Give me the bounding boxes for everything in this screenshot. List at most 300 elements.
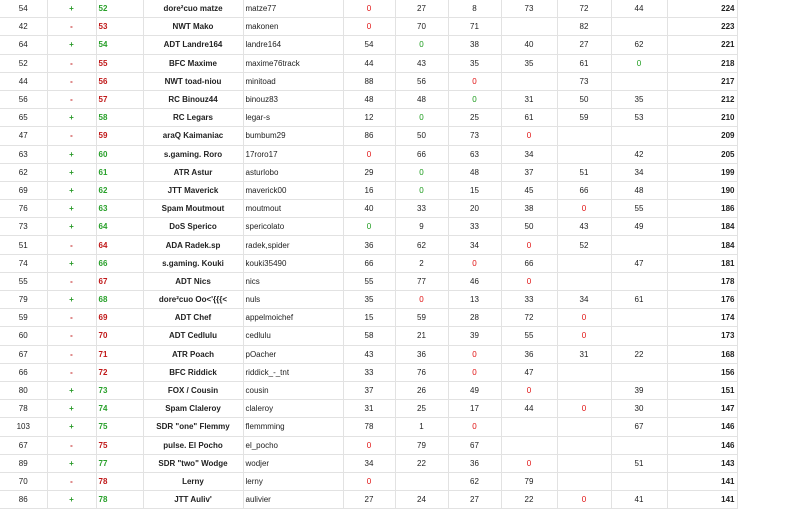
score-cell: 50	[501, 218, 557, 236]
score-cell: 34	[501, 145, 557, 163]
score-cell	[611, 272, 667, 290]
score-cell	[557, 472, 611, 490]
previous-rank-cell: 63	[0, 145, 47, 163]
score-cell: 40	[501, 36, 557, 54]
score-cell: 1	[395, 418, 448, 436]
previous-rank-cell: 44	[0, 72, 47, 90]
previous-rank-cell: 73	[0, 218, 47, 236]
total-points-cell: 212	[667, 90, 737, 108]
table-row	[0, 418, 799, 436]
table-row	[0, 381, 799, 399]
score-cell: 0	[557, 491, 611, 509]
total-points-cell: 141	[667, 491, 737, 509]
trend-indicator: +	[47, 145, 96, 163]
rank-cell: 64	[96, 236, 143, 254]
score-cell: 67	[611, 418, 667, 436]
score-cell: 43	[343, 345, 395, 363]
score-cell	[501, 72, 557, 90]
score-cell	[611, 436, 667, 454]
score-cell: 72	[557, 0, 611, 18]
score-cell	[557, 363, 611, 381]
rank-cell: 52	[96, 0, 143, 18]
score-cell: 31	[501, 90, 557, 108]
team-name-cell: JTT Maverick	[143, 181, 243, 199]
score-cell: 33	[343, 363, 395, 381]
player-name-cell: bumbum29	[243, 127, 343, 145]
rank-cell: 58	[96, 109, 143, 127]
table-row	[0, 436, 799, 454]
score-cell: 36	[448, 454, 501, 472]
total-points-cell: 223	[667, 18, 737, 36]
score-cell: 27	[395, 0, 448, 18]
score-cell: 40	[343, 200, 395, 218]
previous-rank-cell: 56	[0, 90, 47, 108]
score-cell: 0	[557, 309, 611, 327]
table-row	[0, 254, 799, 272]
rank-cell: 59	[96, 127, 143, 145]
trend-indicator: -	[47, 327, 96, 345]
score-cell: 66	[343, 254, 395, 272]
score-cell: 41	[611, 491, 667, 509]
score-cell: 33	[448, 218, 501, 236]
rank-cell: 69	[96, 309, 143, 327]
previous-rank-cell: 47	[0, 127, 47, 145]
player-name-cell: cousin	[243, 381, 343, 399]
score-cell: 0	[343, 18, 395, 36]
score-cell: 59	[395, 309, 448, 327]
total-points-cell: 209	[667, 127, 737, 145]
rank-cell: 78	[96, 491, 143, 509]
score-cell: 71	[448, 18, 501, 36]
score-cell: 48	[448, 163, 501, 181]
score-cell: 25	[395, 400, 448, 418]
score-cell: 72	[501, 309, 557, 327]
score-cell: 0	[448, 90, 501, 108]
score-cell: 2	[395, 254, 448, 272]
team-name-cell: pulse. El Pocho	[143, 436, 243, 454]
trend-indicator: -	[47, 436, 96, 454]
trend-indicator: -	[47, 54, 96, 72]
player-name-cell: claleroy	[243, 400, 343, 418]
total-points-cell: 181	[667, 254, 737, 272]
player-name-cell: nuls	[243, 291, 343, 309]
score-cell: 27	[557, 36, 611, 54]
score-cell: 0	[343, 0, 395, 18]
player-name-cell: el_pocho	[243, 436, 343, 454]
rank-cell: 61	[96, 163, 143, 181]
previous-rank-cell: 67	[0, 436, 47, 454]
score-cell: 39	[611, 381, 667, 399]
score-cell: 46	[448, 272, 501, 290]
score-cell: 26	[395, 381, 448, 399]
score-cell: 73	[557, 72, 611, 90]
previous-rank-cell: 89	[0, 454, 47, 472]
previous-rank-cell: 76	[0, 200, 47, 218]
score-cell: 0	[611, 54, 667, 72]
total-points-cell: 143	[667, 454, 737, 472]
table-row	[0, 181, 799, 199]
score-cell: 76	[395, 363, 448, 381]
total-points-cell: 146	[667, 418, 737, 436]
score-cell: 38	[448, 36, 501, 54]
rank-cell: 66	[96, 254, 143, 272]
rank-cell: 55	[96, 54, 143, 72]
score-cell: 37	[501, 163, 557, 181]
trend-indicator: +	[47, 418, 96, 436]
score-cell: 51	[557, 163, 611, 181]
player-name-cell: legar-s	[243, 109, 343, 127]
table-row	[0, 145, 799, 163]
rank-cell: 68	[96, 291, 143, 309]
player-name-cell: riddick_-_tnt	[243, 363, 343, 381]
team-name-cell: s.gaming. Kouki	[143, 254, 243, 272]
score-cell: 61	[501, 109, 557, 127]
score-cell: 0	[395, 36, 448, 54]
player-name-cell: landre164	[243, 36, 343, 54]
score-cell: 31	[343, 400, 395, 418]
score-cell: 20	[448, 200, 501, 218]
score-cell: 67	[448, 436, 501, 454]
team-name-cell: ADA Radek.sp	[143, 236, 243, 254]
score-cell: 44	[343, 54, 395, 72]
table-row	[0, 345, 799, 363]
score-cell: 0	[395, 291, 448, 309]
score-cell: 0	[557, 200, 611, 218]
rank-cell: 57	[96, 90, 143, 108]
total-points-cell: 186	[667, 200, 737, 218]
previous-rank-cell: 86	[0, 491, 47, 509]
table-row	[0, 127, 799, 145]
score-cell: 8	[448, 0, 501, 18]
trend-indicator: -	[47, 72, 96, 90]
score-cell: 0	[448, 72, 501, 90]
score-cell: 44	[501, 400, 557, 418]
team-name-cell: BFC Maxime	[143, 54, 243, 72]
score-cell: 36	[343, 236, 395, 254]
table-row	[0, 36, 799, 54]
score-cell: 0	[448, 363, 501, 381]
score-cell: 0	[448, 254, 501, 272]
score-cell	[501, 18, 557, 36]
player-name-cell: aulivier	[243, 491, 343, 509]
score-cell: 43	[557, 218, 611, 236]
player-name-cell: makonen	[243, 18, 343, 36]
rank-cell: 56	[96, 72, 143, 90]
score-cell	[611, 363, 667, 381]
table-row	[0, 0, 799, 18]
trend-indicator: +	[47, 0, 96, 18]
score-cell: 50	[395, 127, 448, 145]
team-name-cell: ADT Chef	[143, 309, 243, 327]
score-cell: 43	[395, 54, 448, 72]
score-cell: 62	[611, 36, 667, 54]
team-name-cell: ADT Nics	[143, 272, 243, 290]
score-cell: 31	[557, 345, 611, 363]
score-cell: 70	[395, 18, 448, 36]
trend-indicator: -	[47, 236, 96, 254]
table-row	[0, 291, 799, 309]
previous-rank-cell: 70	[0, 472, 47, 490]
player-name-cell: radek,spider	[243, 236, 343, 254]
rank-cell: 74	[96, 400, 143, 418]
trend-indicator: -	[47, 309, 96, 327]
previous-rank-cell: 103	[0, 418, 47, 436]
trend-indicator: +	[47, 218, 96, 236]
total-points-cell: 190	[667, 181, 737, 199]
score-cell: 44	[611, 0, 667, 18]
score-cell: 29	[343, 163, 395, 181]
score-cell: 15	[343, 309, 395, 327]
total-points-cell: 151	[667, 381, 737, 399]
total-points-cell: 174	[667, 309, 737, 327]
previous-rank-cell: 67	[0, 345, 47, 363]
total-points-cell: 156	[667, 363, 737, 381]
total-points-cell: 224	[667, 0, 737, 18]
previous-rank-cell: 52	[0, 54, 47, 72]
score-cell: 27	[448, 491, 501, 509]
previous-rank-cell: 78	[0, 400, 47, 418]
trend-indicator: -	[47, 345, 96, 363]
table-row	[0, 327, 799, 345]
rank-cell: 78	[96, 472, 143, 490]
score-cell	[611, 327, 667, 345]
score-cell	[557, 145, 611, 163]
score-cell: 15	[448, 181, 501, 199]
score-cell: 52	[557, 236, 611, 254]
team-name-cell: RC Legars	[143, 109, 243, 127]
score-cell: 62	[448, 472, 501, 490]
score-cell: 66	[395, 145, 448, 163]
rank-cell: 54	[96, 36, 143, 54]
player-name-cell: cedlulu	[243, 327, 343, 345]
total-points-cell: 217	[667, 72, 737, 90]
score-cell: 0	[343, 472, 395, 490]
score-cell: 45	[501, 181, 557, 199]
table-row	[0, 163, 799, 181]
team-name-cell: ADT Cedlulu	[143, 327, 243, 345]
score-cell: 33	[501, 291, 557, 309]
score-cell: 0	[501, 236, 557, 254]
score-cell: 50	[557, 90, 611, 108]
score-cell: 27	[343, 491, 395, 509]
player-name-cell: maverick00	[243, 181, 343, 199]
score-cell: 35	[611, 90, 667, 108]
trend-indicator: -	[47, 127, 96, 145]
score-cell	[557, 127, 611, 145]
score-cell: 0	[501, 272, 557, 290]
team-name-cell: BFC Riddick	[143, 363, 243, 381]
trend-indicator: -	[47, 272, 96, 290]
player-name-cell: maxime76track	[243, 54, 343, 72]
team-name-cell: NWT toad-niou	[143, 72, 243, 90]
player-name-cell: matze77	[243, 0, 343, 18]
total-points-cell: 141	[667, 472, 737, 490]
previous-rank-cell: 54	[0, 0, 47, 18]
table-row	[0, 54, 799, 72]
previous-rank-cell: 74	[0, 254, 47, 272]
score-cell: 21	[395, 327, 448, 345]
total-points-cell: 173	[667, 327, 737, 345]
score-cell: 0	[448, 345, 501, 363]
score-cell: 12	[343, 109, 395, 127]
total-points-cell: 146	[667, 436, 737, 454]
score-cell: 28	[448, 309, 501, 327]
previous-rank-cell: 65	[0, 109, 47, 127]
score-cell: 58	[343, 327, 395, 345]
table-row	[0, 363, 799, 381]
previous-rank-cell: 64	[0, 36, 47, 54]
rank-cell: 75	[96, 436, 143, 454]
score-cell: 48	[611, 181, 667, 199]
score-cell: 73	[501, 0, 557, 18]
score-cell	[557, 254, 611, 272]
rank-cell: 67	[96, 272, 143, 290]
score-cell: 0	[557, 327, 611, 345]
trend-indicator: -	[47, 18, 96, 36]
score-cell: 62	[395, 236, 448, 254]
score-cell: 25	[448, 109, 501, 127]
player-name-cell: nics	[243, 272, 343, 290]
table-row	[0, 272, 799, 290]
score-cell: 48	[395, 90, 448, 108]
score-cell: 66	[557, 181, 611, 199]
trend-indicator: +	[47, 491, 96, 509]
score-cell: 48	[343, 90, 395, 108]
trend-indicator: +	[47, 200, 96, 218]
rank-cell: 75	[96, 418, 143, 436]
table-row	[0, 200, 799, 218]
table-row	[0, 472, 799, 490]
player-name-cell: wodjer	[243, 454, 343, 472]
table-row	[0, 236, 799, 254]
rank-cell: 64	[96, 218, 143, 236]
score-cell: 79	[501, 472, 557, 490]
player-name-cell: minitoad	[243, 72, 343, 90]
score-cell: 16	[343, 181, 395, 199]
score-cell: 61	[611, 291, 667, 309]
player-name-cell: spericolato	[243, 218, 343, 236]
trend-indicator: +	[47, 109, 96, 127]
score-cell: 49	[611, 218, 667, 236]
table-row	[0, 18, 799, 36]
trend-indicator: +	[47, 454, 96, 472]
score-cell: 37	[343, 381, 395, 399]
player-name-cell: appelmoichef	[243, 309, 343, 327]
score-cell: 36	[501, 345, 557, 363]
score-cell: 0	[501, 381, 557, 399]
score-cell	[557, 381, 611, 399]
team-name-cell: SDR "two" Wodge	[143, 454, 243, 472]
score-cell: 38	[501, 200, 557, 218]
score-cell: 34	[448, 236, 501, 254]
trend-indicator: +	[47, 181, 96, 199]
table-row	[0, 109, 799, 127]
score-cell: 34	[557, 291, 611, 309]
team-name-cell: Lerny	[143, 472, 243, 490]
score-cell	[557, 436, 611, 454]
score-cell	[611, 472, 667, 490]
trend-indicator: -	[47, 90, 96, 108]
score-cell: 59	[557, 109, 611, 127]
total-points-cell: 168	[667, 345, 737, 363]
rank-cell: 73	[96, 381, 143, 399]
previous-rank-cell: 66	[0, 363, 47, 381]
score-cell: 54	[343, 36, 395, 54]
player-name-cell: 17roro17	[243, 145, 343, 163]
score-cell	[395, 472, 448, 490]
player-name-cell: binouz83	[243, 90, 343, 108]
score-cell: 73	[448, 127, 501, 145]
score-cell: 30	[611, 400, 667, 418]
score-cell: 0	[557, 400, 611, 418]
score-cell: 88	[343, 72, 395, 90]
rank-cell: 70	[96, 327, 143, 345]
total-points-cell: 210	[667, 109, 737, 127]
table-row	[0, 400, 799, 418]
previous-rank-cell: 80	[0, 381, 47, 399]
score-cell: 77	[395, 272, 448, 290]
rank-cell: 72	[96, 363, 143, 381]
previous-rank-cell: 55	[0, 272, 47, 290]
score-cell: 9	[395, 218, 448, 236]
team-name-cell: ATR Poach	[143, 345, 243, 363]
score-cell: 53	[611, 109, 667, 127]
team-name-cell: SDR "one" Flemmy	[143, 418, 243, 436]
team-name-cell: s.gaming. Roro	[143, 145, 243, 163]
table-row	[0, 90, 799, 108]
trend-indicator: +	[47, 254, 96, 272]
score-cell: 33	[395, 200, 448, 218]
previous-rank-cell: 51	[0, 236, 47, 254]
score-cell: 82	[557, 18, 611, 36]
trend-indicator: +	[47, 163, 96, 181]
previous-rank-cell: 59	[0, 309, 47, 327]
team-name-cell: Spam Moutmout	[143, 200, 243, 218]
score-cell: 22	[501, 491, 557, 509]
score-cell: 0	[343, 145, 395, 163]
team-name-cell: ADT Landre164	[143, 36, 243, 54]
score-cell: 22	[395, 454, 448, 472]
score-cell	[611, 127, 667, 145]
score-cell: 24	[395, 491, 448, 509]
score-cell: 0	[501, 127, 557, 145]
total-points-cell: 218	[667, 54, 737, 72]
total-points-cell: 221	[667, 36, 737, 54]
score-cell: 79	[395, 436, 448, 454]
score-cell: 66	[501, 254, 557, 272]
score-cell: 42	[611, 145, 667, 163]
score-cell	[501, 418, 557, 436]
player-name-cell: flemmming	[243, 418, 343, 436]
score-cell: 0	[501, 454, 557, 472]
score-cell: 0	[343, 436, 395, 454]
score-cell	[557, 272, 611, 290]
score-cell: 35	[501, 54, 557, 72]
score-cell: 0	[343, 218, 395, 236]
score-cell: 61	[557, 54, 611, 72]
total-points-cell: 178	[667, 272, 737, 290]
score-cell	[611, 236, 667, 254]
player-name-cell: lerny	[243, 472, 343, 490]
player-name-cell: moutmout	[243, 200, 343, 218]
team-name-cell: DoS Sperico	[143, 218, 243, 236]
total-points-cell: 205	[667, 145, 737, 163]
score-cell: 17	[448, 400, 501, 418]
trend-indicator: -	[47, 472, 96, 490]
score-cell: 36	[395, 345, 448, 363]
team-name-cell: dore²cuo matze	[143, 0, 243, 18]
score-cell: 39	[448, 327, 501, 345]
